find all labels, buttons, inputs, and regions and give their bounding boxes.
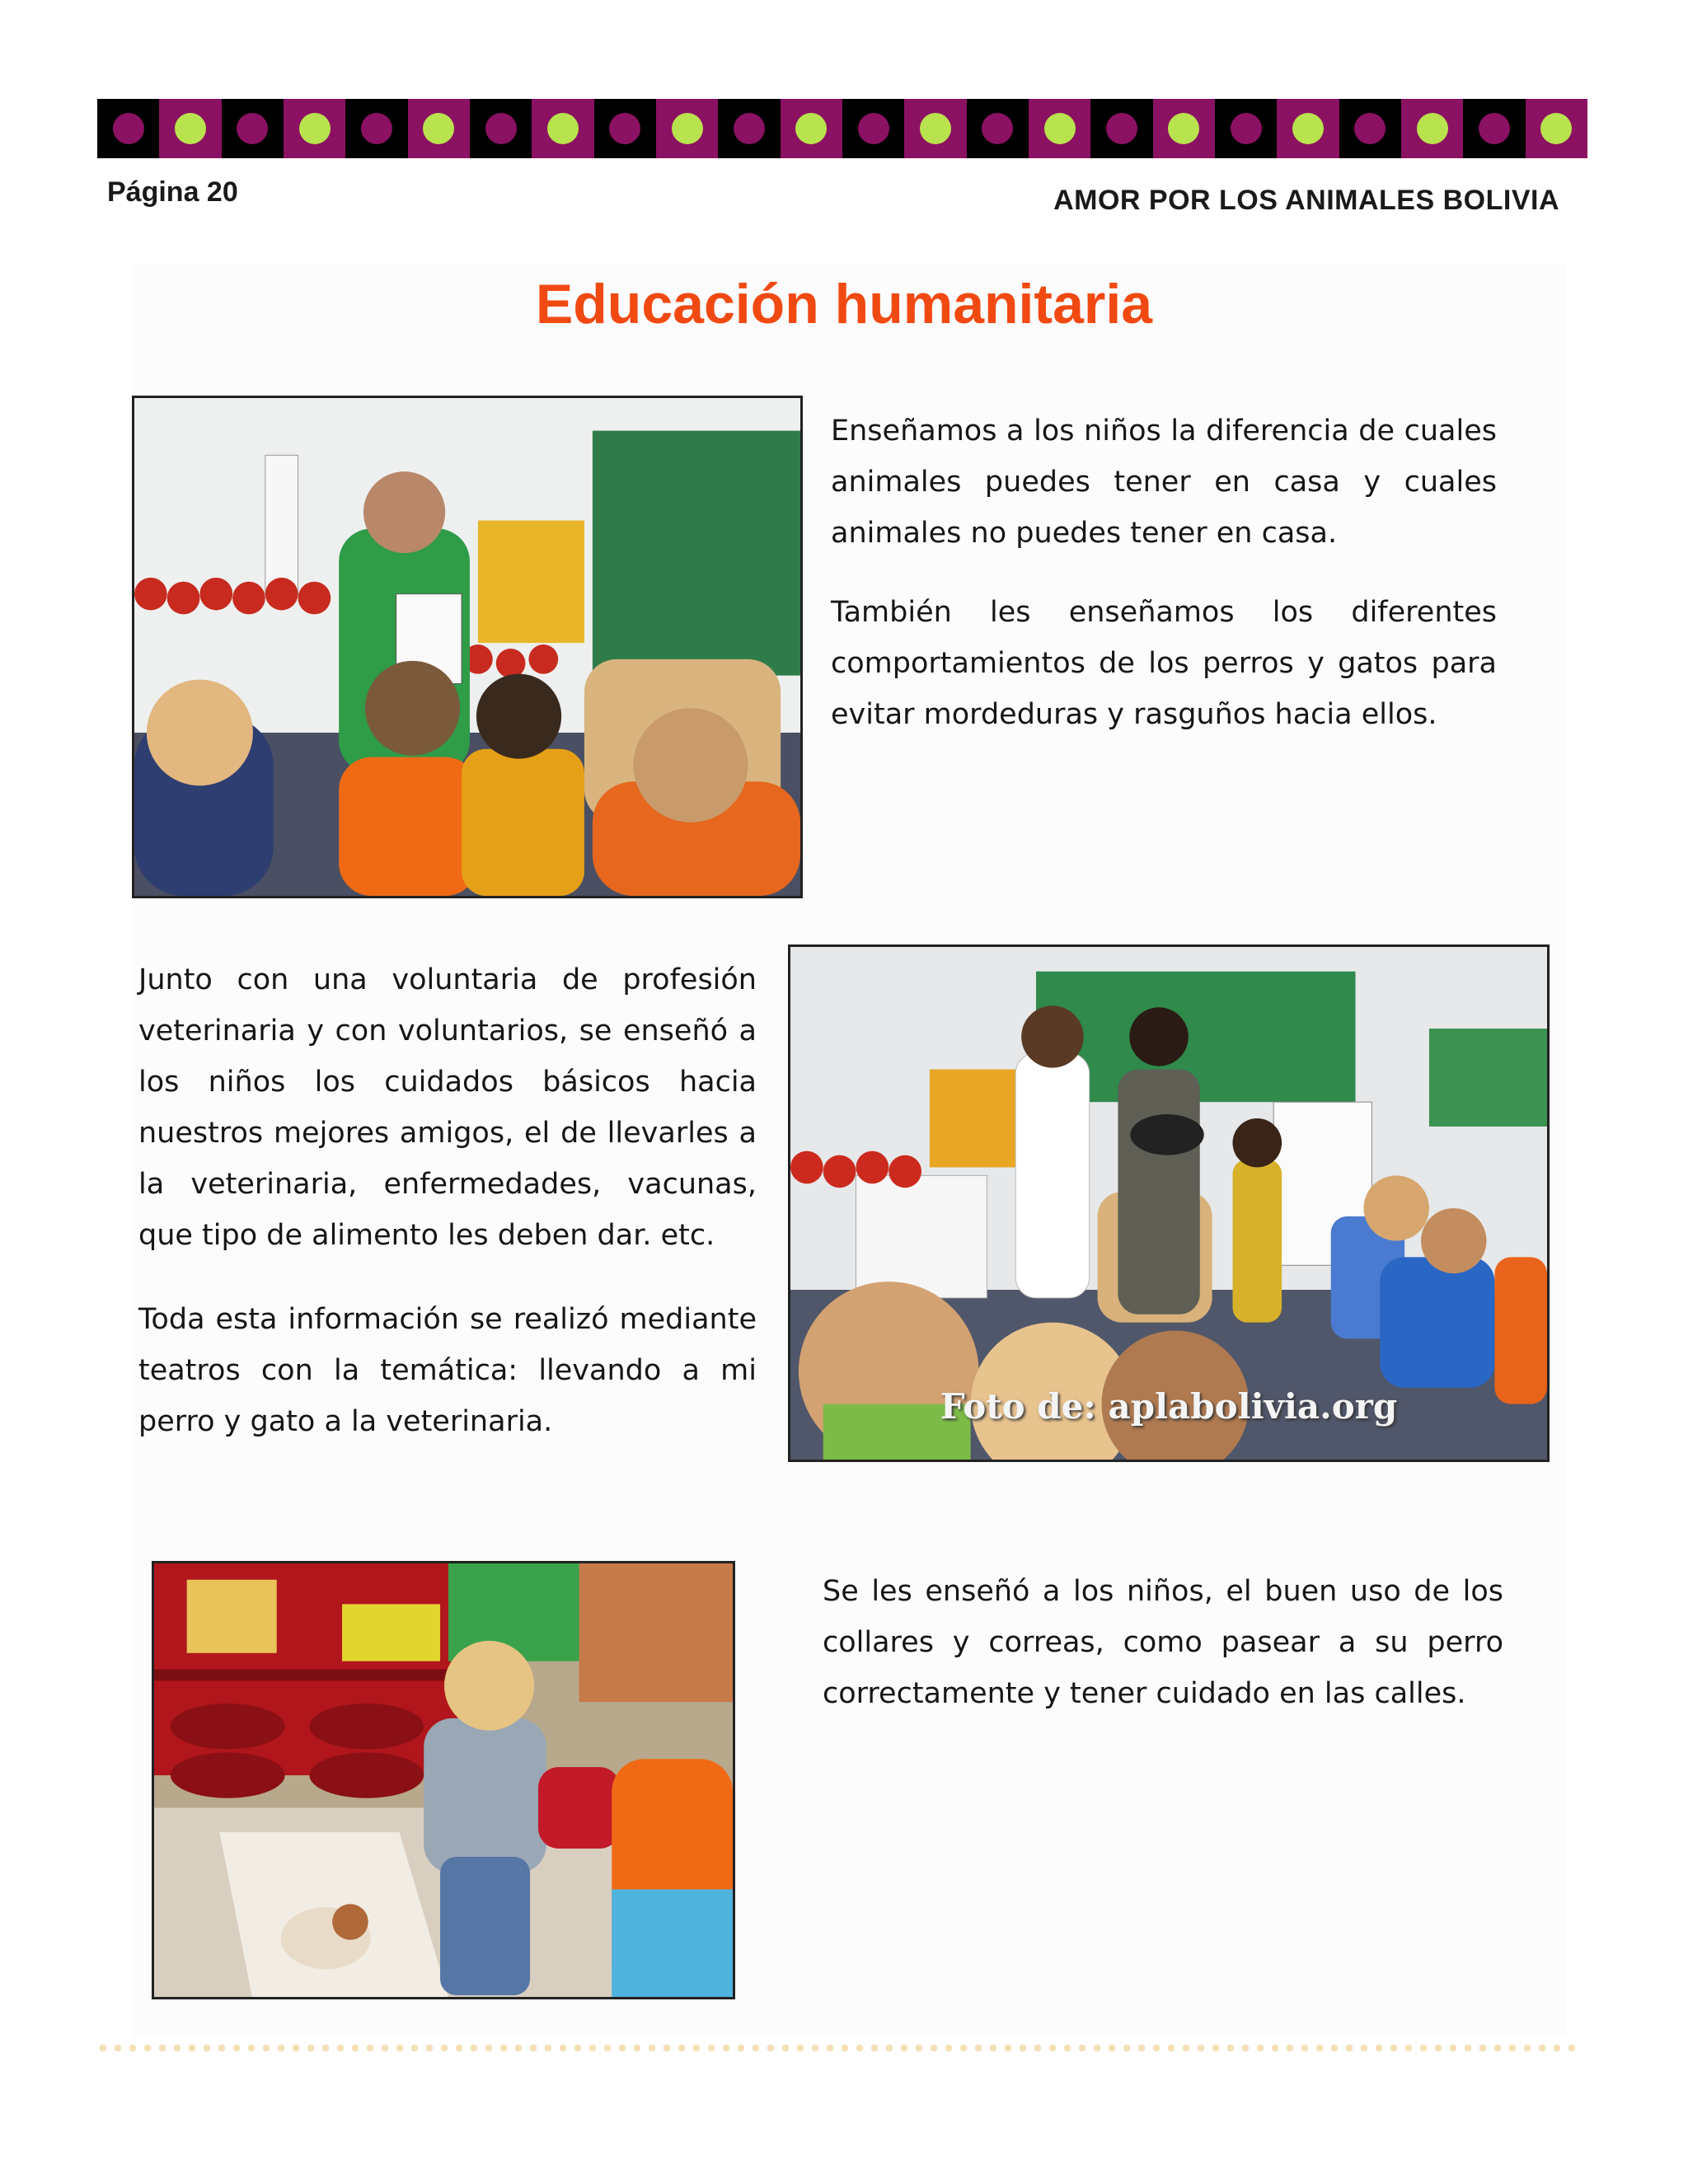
paragraph-animals-at-home: Enseñamos a los niños la diferencia de cuales animales puedes tener en casa y cuales animales no puedes tener en casa. <box>831 415 1497 550</box>
photo-classroom-teacher <box>132 396 803 898</box>
magazine-name: AMOR POR LOS ANIMALES BOLIVIA <box>1053 185 1559 216</box>
paragraph-theatre-activity: Toda esta información se realizó mediante teatros con la temática: llevando a mi perro y gato a la veterinaria. <box>138 1303 757 1438</box>
paragraph-collars-and-leashes: Se les enseñó a los niños, el buen uso de los collares y correas, como pasear a su perro correctamente y tener cuidado en las calles. <box>823 1575 1503 1710</box>
photo-child-walking-dog <box>152 1561 735 1999</box>
page-title: Educación humanitaria <box>535 273 1153 335</box>
decorative-dotted-footer-line <box>96 2044 1582 2052</box>
photo-credit-watermark: Foto de: aplabolivia.org <box>940 1386 1398 1427</box>
paragraph-pet-behaviour: También les enseñamos los diferentes comportamientos de los perros y gatos para evitar mordeduras y rasguños hacia ellos. <box>831 596 1497 731</box>
paragraph-veterinary-volunteer: Junto con una voluntaria de profesión veterinaria y con voluntarios, se enseñó a los niños los cuidados básicos hacia nuestros mejores amigos, el de llevarles a la veterinaria, enfermedades, vacunas, que tipo de alimento les deben dar. etc. <box>138 963 757 1252</box>
decorative-dotted-band <box>97 99 1587 158</box>
photo-veterinarian-with-children <box>788 944 1550 1462</box>
page-number: Página 20 <box>107 176 238 208</box>
